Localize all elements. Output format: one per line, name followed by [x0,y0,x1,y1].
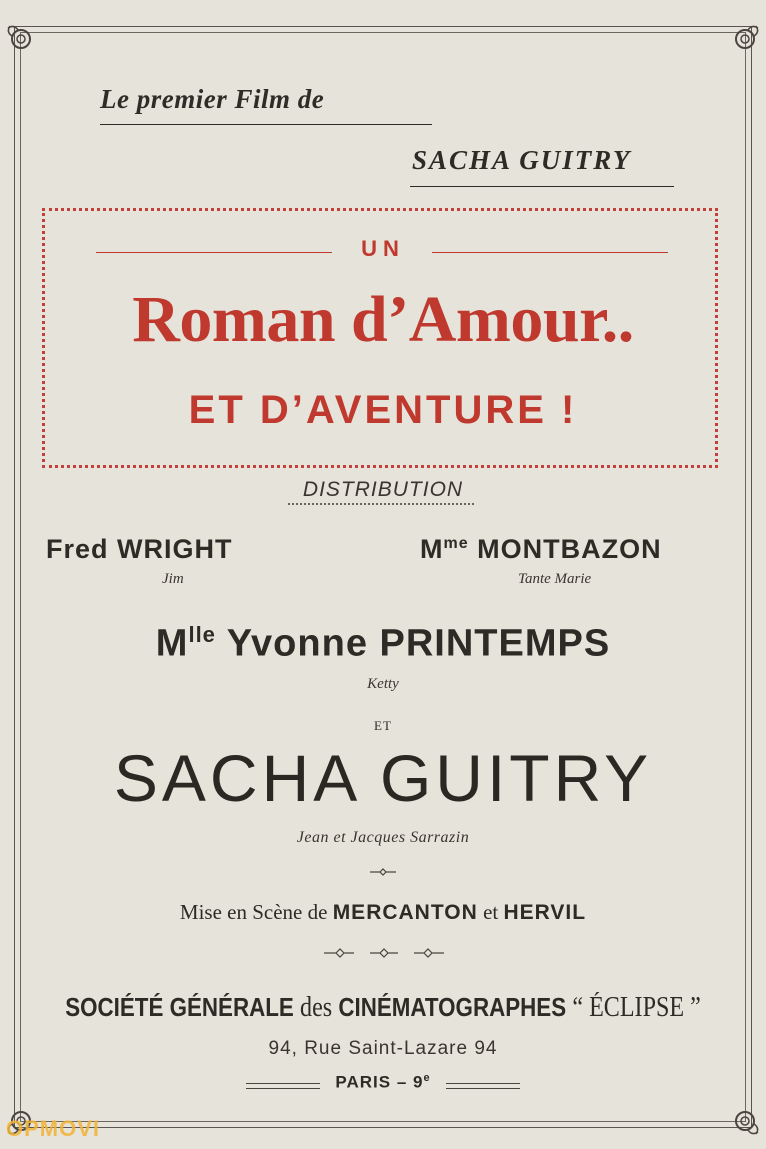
cast-name-3: $M^{lle}$ Yvonne PRINTEMPS [155,622,611,665]
header-underline-1 [100,124,432,125]
cast-role-3: Ketty [367,676,399,692]
title-sub: ET D’AVENTURE ! [188,388,578,432]
corner-ornament-icon [728,1104,762,1138]
cast-et: ET [374,718,392,733]
corner-ornament-icon [728,22,762,56]
cast-name-1: Fred WRIGHT [46,534,233,564]
title-un: UN [361,236,405,261]
title-main: Roman d’Amour.. [132,283,634,356]
company-address: 94, Rue Saint-Lazare 94 [268,1038,498,1059]
cast-name-2: $M^{me}$ MONTBAZON [420,534,662,564]
header-underline-2 [410,186,674,187]
star-name: SACHA GUITRY [113,741,653,815]
cast-role-1: Jim [162,571,184,587]
director-credit: Mise en Scène de MERCANTON et HERVIL [179,900,587,924]
city-rule-right [446,1083,520,1089]
watermark-logo: OPMOVI [6,1116,101,1141]
distribution-heading: DISTRIBUTION [302,478,464,501]
ornament-row-icon [322,946,446,960]
ornament-icon [368,866,398,878]
corner-ornament-icon [4,22,38,56]
title-rule-right [432,252,668,253]
company-name: SOCIÉTÉ GÉNÉRALE des CINÉMATOGRAPHES “ ÉCLIPSE ” [65,992,701,1023]
star-role: Jean et Jacques Sarrazin [296,829,470,846]
header-line-2: SACHA GUITRY [412,145,632,175]
company-city: PARIS – 9e [335,1072,431,1092]
header-line-1: Le premier Film de [100,84,325,114]
cast-role-2: Tante Marie [518,571,592,587]
distribution-underline [288,503,474,505]
